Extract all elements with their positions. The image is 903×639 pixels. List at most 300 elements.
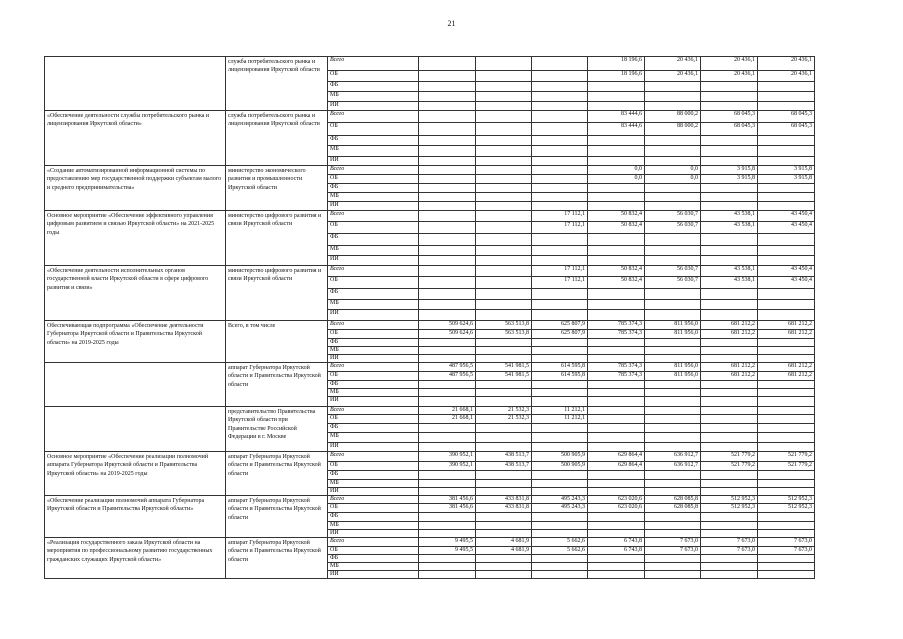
amount-cell (419, 389, 476, 397)
amount-cell (758, 443, 815, 452)
amount-cell: 681 212,2 (758, 372, 815, 381)
amount-cell (588, 471, 645, 480)
amount-cell: 56 030,7 (645, 266, 701, 277)
amount-cell (588, 424, 645, 433)
amount-cell (532, 513, 588, 522)
funding-source-cell: Всего (328, 407, 419, 415)
amount-cell (419, 111, 476, 123)
amount-cell (588, 193, 645, 202)
amount-cell (758, 339, 815, 347)
amount-cell: 21 532,3 (476, 415, 532, 424)
amount-cell (419, 347, 476, 355)
amount-cell: 43 538,1 (701, 266, 758, 277)
funding-source-cell: ИИ (328, 443, 419, 452)
amount-cell (645, 513, 701, 522)
amount-cell: 3 915,8 (701, 175, 758, 184)
amount-cell (758, 513, 815, 522)
amount-cell (532, 530, 588, 538)
amount-cell (419, 443, 476, 452)
table-row (45, 211, 815, 222)
amount-cell (532, 443, 588, 452)
amount-cell: 629 864,4 (588, 452, 645, 462)
measure-name-cell: «Реализация государственного заказа Иркутской области на мероприятия по профессиональному развитию государственных гражданских служащих Иркутской области» (45, 538, 226, 579)
funding-source-cell: Всего (328, 321, 419, 330)
funding-source-cell: Всего (328, 452, 419, 462)
amount-cell (532, 433, 588, 443)
amount-cell (419, 222, 476, 234)
funding-source-cell: ФБ (328, 289, 419, 300)
amount-cell (701, 202, 758, 211)
amount-cell: 628 085,8 (645, 504, 701, 513)
amount-cell (758, 488, 815, 496)
amount-cell (532, 381, 588, 389)
amount-cell: 56 030,7 (645, 211, 701, 222)
funding-source-cell: ФБ (328, 381, 419, 389)
funding-source-cell: МБ (328, 522, 419, 530)
amount-cell (419, 193, 476, 202)
responsible-cell: представительство Правительства Иркутской области при Правительстве Российской Федерации в г. Москве (226, 407, 328, 452)
amount-cell (419, 289, 476, 300)
amount-cell (758, 415, 815, 424)
amount-cell (476, 310, 532, 321)
table-row (45, 363, 815, 372)
amount-cell: 541 981,5 (476, 372, 532, 381)
amount-cell (645, 339, 701, 347)
amount-cell (758, 571, 815, 579)
amount-cell (476, 266, 532, 277)
amount-cell (419, 424, 476, 433)
amount-cell (701, 488, 758, 496)
amount-cell: 785 374,3 (588, 363, 645, 372)
amount-cell (588, 136, 645, 146)
amount-cell: 9 495,5 (419, 538, 476, 547)
amount-cell: 56 030,7 (645, 222, 701, 234)
amount-cell: 6 743,8 (588, 547, 645, 555)
amount-cell: 563 513,8 (476, 321, 532, 330)
amount-cell (645, 433, 701, 443)
amount-cell (419, 146, 476, 157)
amount-cell (476, 222, 532, 234)
amount-cell (758, 193, 815, 202)
funding-source-cell: ИИ (328, 530, 419, 538)
amount-cell: 512 952,3 (701, 504, 758, 513)
amount-cell (476, 123, 532, 136)
amount-cell (701, 443, 758, 452)
amount-cell (758, 102, 815, 111)
amount-cell: 68 045,3 (701, 111, 758, 123)
amount-cell: 50 832,4 (588, 266, 645, 277)
amount-cell (588, 146, 645, 157)
amount-cell: 9 495,5 (419, 547, 476, 555)
amount-cell (419, 522, 476, 530)
amount-cell (645, 92, 701, 102)
amount-cell (419, 513, 476, 522)
measure-name-cell: «Обеспечение реализации полномочий аппарата Губернатора Иркутской области и Правительства Иркутской области» (45, 496, 226, 538)
amount-cell (476, 522, 532, 530)
amount-cell (758, 246, 815, 256)
amount-cell (701, 82, 758, 92)
responsible-cell: служба потребительского рынка и лицензирования Иркутской области (226, 111, 328, 166)
amount-cell (701, 193, 758, 202)
amount-cell: 495 243,3 (532, 504, 588, 513)
amount-cell: 83 444,6 (588, 123, 645, 136)
amount-cell (419, 246, 476, 256)
amount-cell: 3 915,8 (701, 166, 758, 175)
funding-source-cell: ФБ (328, 184, 419, 193)
amount-cell (476, 175, 532, 184)
amount-cell: 628 085,8 (645, 496, 701, 504)
amount-cell (476, 389, 532, 397)
amount-cell: 521 779,2 (701, 452, 758, 462)
amount-cell (532, 136, 588, 146)
amount-cell (588, 488, 645, 496)
amount-cell: 500 905,9 (532, 452, 588, 462)
funding-source-cell: МБ (328, 347, 419, 355)
amount-cell (476, 347, 532, 355)
funding-source-cell: ФБ (328, 234, 419, 246)
amount-cell: 88 000,2 (645, 111, 701, 123)
amount-cell (476, 555, 532, 563)
amount-cell (701, 300, 758, 310)
amount-cell: 390 952,1 (419, 462, 476, 471)
amount-cell: 4 681,9 (476, 547, 532, 555)
amount-cell (701, 522, 758, 530)
funding-source-cell: Всего (328, 363, 419, 372)
funding-source-cell: ОБ (328, 71, 419, 82)
amount-cell: 433 831,8 (476, 504, 532, 513)
amount-cell (645, 381, 701, 389)
amount-cell (758, 146, 815, 157)
amount-cell: 521 779,2 (701, 462, 758, 471)
amount-cell: 17 112,1 (532, 222, 588, 234)
amount-cell (532, 92, 588, 102)
amount-cell (588, 389, 645, 397)
amount-cell (419, 234, 476, 246)
measure-name-cell: «Обеспечение деятельности службы потребительского рынка и лицензирования Иркутской области» (45, 111, 226, 166)
amount-cell (476, 480, 532, 488)
amount-cell (645, 424, 701, 433)
amount-cell: 50 832,4 (588, 277, 645, 289)
responsible-cell: аппарат Губернатора Иркутской области и Правительства Иркутской области (226, 538, 328, 579)
amount-cell (645, 530, 701, 538)
amount-cell (419, 82, 476, 92)
amount-cell (419, 102, 476, 111)
amount-cell: 18 196,6 (588, 57, 645, 71)
amount-cell (645, 157, 701, 166)
amount-cell (701, 555, 758, 563)
amount-cell: 43 450,4 (758, 211, 815, 222)
amount-cell: 681 212,2 (758, 330, 815, 339)
funding-source-cell: ФБ (328, 555, 419, 563)
amount-cell (532, 256, 588, 266)
amount-cell (419, 166, 476, 175)
amount-cell: 83 444,6 (588, 111, 645, 123)
amount-cell (645, 355, 701, 363)
amount-cell (645, 300, 701, 310)
amount-cell (645, 82, 701, 92)
amount-cell: 21 668,1 (419, 415, 476, 424)
amount-cell (701, 407, 758, 415)
amount-cell (532, 102, 588, 111)
amount-cell (532, 571, 588, 579)
amount-cell (476, 102, 532, 111)
amount-cell (588, 355, 645, 363)
amount-cell (588, 339, 645, 347)
responsible-cell: министерство экономического развития и промышленности Иркутской области (226, 166, 328, 211)
amount-cell: 512 952,3 (758, 504, 815, 513)
amount-cell (476, 471, 532, 480)
amount-cell (701, 424, 758, 433)
amount-cell: 5 662,6 (532, 547, 588, 555)
amount-cell (419, 555, 476, 563)
amount-cell (532, 424, 588, 433)
amount-cell (419, 563, 476, 571)
funding-source-cell: ИИ (328, 310, 419, 321)
amount-cell (645, 146, 701, 157)
amount-cell (532, 300, 588, 310)
budget-table (44, 56, 815, 579)
funding-source-cell: ОБ (328, 372, 419, 381)
measure-name-cell (45, 57, 226, 111)
amount-cell: 438 513,7 (476, 452, 532, 462)
amount-cell: 20 436,1 (758, 71, 815, 82)
amount-cell: 487 956,5 (419, 372, 476, 381)
amount-cell: 17 112,1 (532, 211, 588, 222)
amount-cell (701, 339, 758, 347)
amount-cell: 7 673,0 (758, 538, 815, 547)
amount-cell (532, 166, 588, 175)
amount-cell (476, 146, 532, 157)
amount-cell (701, 157, 758, 166)
amount-cell (645, 234, 701, 246)
table-row (45, 538, 815, 547)
amount-cell (419, 92, 476, 102)
amount-cell (532, 193, 588, 202)
amount-cell (701, 234, 758, 246)
amount-cell (532, 347, 588, 355)
funding-source-cell: ОБ (328, 547, 419, 555)
amount-cell (588, 513, 645, 522)
amount-cell: 811 956,0 (645, 330, 701, 339)
amount-cell: 381 456,6 (419, 496, 476, 504)
amount-cell (701, 246, 758, 256)
amount-cell (645, 347, 701, 355)
amount-cell (476, 433, 532, 443)
amount-cell: 43 450,4 (758, 277, 815, 289)
amount-cell (588, 92, 645, 102)
funding-source-cell: ИИ (328, 157, 419, 166)
amount-cell: 43 538,1 (701, 222, 758, 234)
amount-cell (701, 415, 758, 424)
amount-cell: 56 030,7 (645, 277, 701, 289)
amount-cell (476, 397, 532, 407)
amount-cell (758, 256, 815, 266)
measure-name-cell: Основное мероприятие «Обеспечение эффективного управления цифровым развитием и связью Иркутской области» на 2021-2025 годы (45, 211, 226, 266)
amount-cell (588, 381, 645, 389)
amount-cell: 785 374,3 (588, 330, 645, 339)
amount-cell (532, 234, 588, 246)
amount-cell (532, 397, 588, 407)
amount-cell (645, 571, 701, 579)
amount-cell (476, 563, 532, 571)
funding-source-cell: ИИ (328, 397, 419, 407)
funding-source-cell: ФБ (328, 513, 419, 522)
table-row (45, 407, 815, 415)
amount-cell: 500 905,9 (532, 462, 588, 471)
table-row (45, 166, 815, 175)
amount-cell: 17 112,1 (532, 266, 588, 277)
amount-cell (476, 193, 532, 202)
amount-cell (419, 381, 476, 389)
amount-cell (645, 102, 701, 111)
amount-cell: 521 779,2 (758, 462, 815, 471)
amount-cell (645, 415, 701, 424)
amount-cell (701, 146, 758, 157)
amount-cell (758, 389, 815, 397)
amount-cell: 521 779,2 (758, 452, 815, 462)
amount-cell (645, 310, 701, 321)
amount-cell (532, 522, 588, 530)
amount-cell: 681 212,2 (701, 321, 758, 330)
amount-cell (532, 123, 588, 136)
amount-cell (476, 513, 532, 522)
amount-cell (588, 522, 645, 530)
funding-source-cell: МБ (328, 193, 419, 202)
amount-cell (645, 563, 701, 571)
amount-cell (532, 488, 588, 496)
amount-cell (419, 123, 476, 136)
amount-cell (476, 57, 532, 71)
responsible-cell: аппарат Губернатора Иркутской области и Правительства Иркутской области (226, 363, 328, 407)
funding-source-cell: ФБ (328, 82, 419, 92)
funding-source-cell: Всего (328, 111, 419, 123)
amount-cell: 3 915,8 (758, 166, 815, 175)
amount-cell: 50 832,4 (588, 222, 645, 234)
amount-cell (588, 82, 645, 92)
amount-cell (476, 71, 532, 82)
amount-cell (532, 175, 588, 184)
amount-cell: 68 045,3 (701, 123, 758, 136)
amount-cell (476, 184, 532, 193)
amount-cell (645, 184, 701, 193)
amount-cell (419, 530, 476, 538)
amount-cell (645, 443, 701, 452)
amount-cell (532, 310, 588, 321)
amount-cell (758, 397, 815, 407)
amount-cell (476, 571, 532, 579)
amount-cell (588, 310, 645, 321)
amount-cell: 20 436,1 (645, 71, 701, 82)
amount-cell (588, 571, 645, 579)
funding-source-cell: МБ (328, 146, 419, 157)
amount-cell (701, 471, 758, 480)
amount-cell (419, 277, 476, 289)
amount-cell: 21 532,3 (476, 407, 532, 415)
amount-cell (701, 381, 758, 389)
funding-source-cell: ИИ (328, 102, 419, 111)
amount-cell: 636 912,7 (645, 462, 701, 471)
funding-source-cell: ОБ (328, 330, 419, 339)
amount-cell (588, 347, 645, 355)
amount-cell: 623 020,6 (588, 496, 645, 504)
amount-cell: 614 595,8 (532, 372, 588, 381)
amount-cell (588, 102, 645, 111)
amount-cell: 7 673,0 (758, 547, 815, 555)
amount-cell (701, 256, 758, 266)
amount-cell (701, 513, 758, 522)
amount-cell: 785 374,3 (588, 321, 645, 330)
funding-source-cell: ФБ (328, 471, 419, 480)
funding-source-cell: ИИ (328, 355, 419, 363)
responsible-cell: Всего, в том числе (226, 321, 328, 363)
measure-name-cell: Обеспечивающая подпрограмма «Обеспечение деятельности Губернатора Иркутской области и Правительства Иркутской области» на 2019-2025 годы (45, 321, 226, 363)
amount-cell (645, 397, 701, 407)
amount-cell (588, 415, 645, 424)
amount-cell (758, 184, 815, 193)
amount-cell (532, 480, 588, 488)
amount-cell (701, 347, 758, 355)
responsible-cell: министерство цифрового развития и связи Иркутской области (226, 211, 328, 266)
amount-cell (701, 397, 758, 407)
amount-cell (532, 111, 588, 123)
amount-cell (701, 355, 758, 363)
funding-source-cell: МБ (328, 92, 419, 102)
amount-cell (476, 136, 532, 146)
funding-source-cell: Всего (328, 166, 419, 175)
amount-cell (758, 530, 815, 538)
amount-cell (701, 571, 758, 579)
amount-cell (758, 480, 815, 488)
amount-cell (532, 202, 588, 211)
amount-cell (476, 277, 532, 289)
measure-name-cell (45, 363, 226, 407)
amount-cell: 509 624,6 (419, 321, 476, 330)
funding-source-cell: ИИ (328, 256, 419, 266)
amount-cell: 50 832,4 (588, 211, 645, 222)
amount-cell (419, 339, 476, 347)
amount-cell (419, 157, 476, 166)
amount-cell (532, 355, 588, 363)
amount-cell (758, 82, 815, 92)
amount-cell: 811 956,0 (645, 372, 701, 381)
amount-cell: 390 952,1 (419, 452, 476, 462)
amount-cell (476, 381, 532, 389)
amount-cell (476, 339, 532, 347)
amount-cell (419, 310, 476, 321)
amount-cell (532, 389, 588, 397)
amount-cell: 43 538,1 (701, 277, 758, 289)
funding-source-cell: ОБ (328, 415, 419, 424)
amount-cell (645, 256, 701, 266)
measure-name-cell: Основное мероприятие «Обеспечение реализации полномочий аппарата Губернатора Иркутской области и Правительства Иркутской области» на 2019-2025 годы (45, 452, 226, 496)
amount-cell (645, 555, 701, 563)
amount-cell (419, 397, 476, 407)
amount-cell (588, 433, 645, 443)
amount-cell (419, 184, 476, 193)
amount-cell: 20 436,1 (701, 71, 758, 82)
table-row (45, 111, 815, 123)
amount-cell (588, 563, 645, 571)
amount-cell: 681 212,2 (701, 372, 758, 381)
amount-cell (588, 234, 645, 246)
amount-cell (758, 347, 815, 355)
amount-cell (419, 480, 476, 488)
amount-cell (476, 246, 532, 256)
funding-source-cell: ФБ (328, 424, 419, 433)
amount-cell (645, 246, 701, 256)
amount-cell (476, 111, 532, 123)
measure-name-cell: «Создание автоматизированной информационной системы по предоставлению мер государственной поддержки субъектам малого и среднего предпринимательства» (45, 166, 226, 211)
